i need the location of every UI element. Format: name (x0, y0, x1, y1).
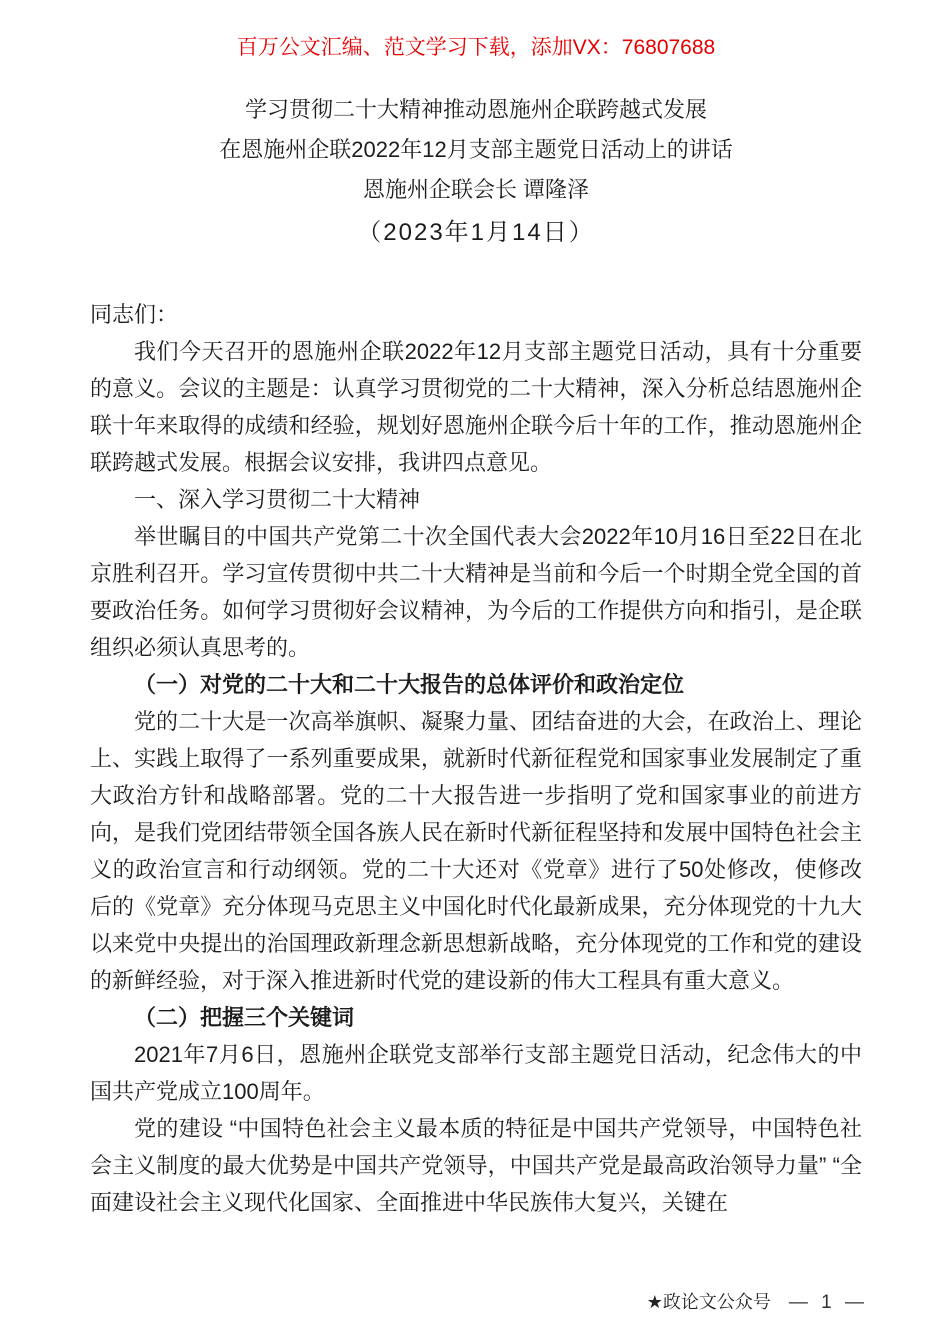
author-line: 恩施州企联会长 谭隆泽 (362, 177, 590, 202)
paragraph: 党的建设 “中国特色社会主义最本质的特征是中国共产党领导，中国特色社会主义制度的最大优势是中国共产党领导，中国共产党是最高政治领导力量” “全面建设社会主义现代化国家、全面推进中华民族伟大复兴，关键在 (90, 1116, 862, 1215)
salutation: 同志们： (90, 302, 179, 327)
document-body (90, 296, 862, 1221)
doc-subtitle: 在恩施州企联2022年12月支部主题党日活动上的讲话 (219, 137, 733, 162)
paragraph: 我们今天召开的恩施州企联2022年12月支部主题党日活动，具有十分重要的意义。会议的主题是：认真学习贯彻党的二十大精神，深入分析总结恩施州企联十年来取得的成绩和经验，规划好恩施州企联今后十年的工作，推动恩施州企联跨越式发展。根据会议安排，我讲四点意见。 (90, 339, 862, 475)
section-heading: （二）把握三个关键词 (134, 1005, 355, 1030)
section-heading: （一）对党的二十大和二十大报告的总体评价和政治定位 (134, 672, 685, 697)
footer-label: ★政论文公众号 (646, 1292, 771, 1312)
page-footer (647, 1288, 868, 1314)
title-block (90, 90, 862, 256)
date-line: （2023年1月14日） (357, 219, 595, 246)
doc-title: 学习贯彻二十大精神推动恩施州企联跨越式发展 (244, 97, 707, 122)
page-number: — 1 — (788, 1292, 868, 1313)
paragraph: 2021年7月6日，恩施州企联党支部举行支部主题党日活动，纪念伟大的中国共产党成立100周年。 (90, 1042, 862, 1104)
paragraph: 党的二十大是一次高举旗帜、凝聚力量、团结奋进的大会，在政治上、理论上、实践上取得了一系列重要成果，就新时代新征程党和国家事业发展制定了重大政治方针和战略部署。党的二十大报告进一步指明了党和国家事业的前进方向，是我们党团结带领全国各族人民在新时代新征程坚持和发展中国特色社会主义的政治宣言和行动纲领。党的二十大还对《党章》进行了50处修改，使修改后的《党章》充分体现马克思主义中国化时代化最新成果，充分体现党的十九大以来党中央提出的治国理政新理念新思想新战略，充分体现党的工作和党的建设的新鲜经验，对于深入推进新时代党的建设新的伟大工程具有重大意义。 (90, 709, 862, 993)
header-notice: 百万公文汇编、范文学习下载，添加VX：76807688 (236, 36, 716, 59)
paragraph: 一、深入学习贯彻二十大精神 (134, 487, 421, 512)
paragraph: 举世瞩目的中国共产党第二十次全国代表大会2022年10月16日至22日在北京胜利召开。学习宣传贯彻中共二十大精神是当前和今后一个时期全党全国的首要政治任务。如何学习贯彻好会议精神，为今后的工作提供方向和指引，是企联组织必须认真思考的。 (90, 524, 862, 660)
